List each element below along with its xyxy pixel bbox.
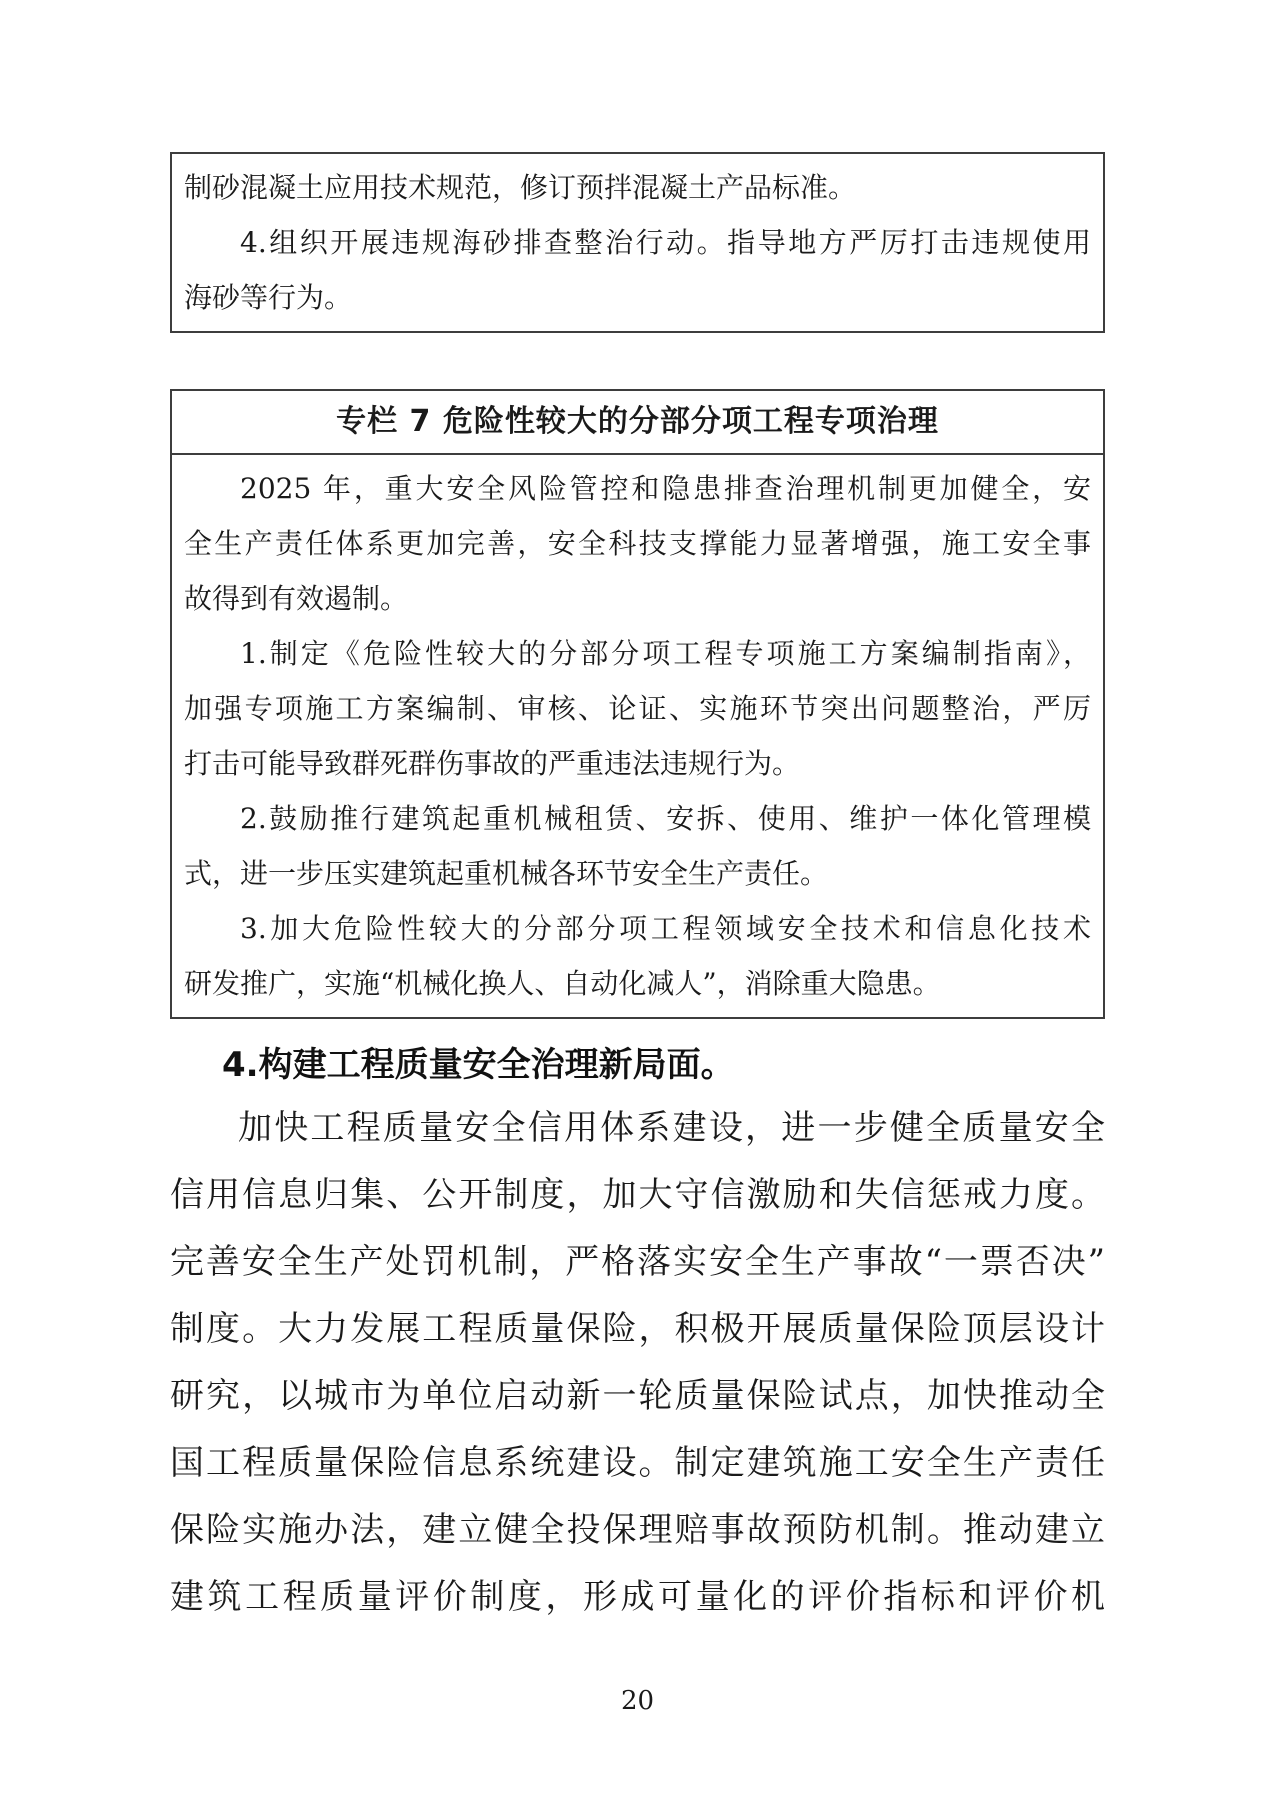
text-line: 国工程质量保险信息系统建设。制定建筑施工安全生产责任 <box>170 1443 1105 1483</box>
continued-text-box <box>170 152 1105 333</box>
text-line: 制砂混凝土应用技术规范，修订预拌混凝土产品标准。 <box>184 171 857 204</box>
text-line: 1.制定《危险性较大的分部分项工程专项施工方案编制指南》， <box>240 637 1091 670</box>
page-number: 20 <box>620 1686 655 1716</box>
text-line: 建筑工程质量评价制度，形成可量化的评价指标和评价机 <box>170 1577 1105 1617</box>
text-line: 保险实施办法，建立健全投保理赔事故预防机制。推动建立 <box>170 1510 1105 1550</box>
text-line: 4.组织开展违规海砂排查整治行动。指导地方严厉打击违规使用 <box>240 226 1091 259</box>
continued-text-box-body <box>172 154 1103 331</box>
special-column-7-box <box>170 389 1105 1019</box>
special-column-7-body <box>172 455 1103 1017</box>
body-paragraph <box>170 1095 1105 1631</box>
text-line: 打击可能导致群死群伤事故的严重违法违规行为。 <box>184 747 801 780</box>
text-line: 加强专项施工方案编制、审核、论证、实施环节突出问题整治，严厉 <box>184 692 1091 725</box>
text-line: 研发推广，实施“机械化换人、自动化减人”，消除重大隐患。 <box>184 967 941 1000</box>
text-line: 信用信息归集、公开制度，加大守信激励和失信惩戒力度。 <box>170 1175 1105 1215</box>
text-line: 2.鼓励推行建筑起重机械租赁、安拆、使用、维护一体化管理模 <box>240 802 1091 835</box>
text-line: 加快工程质量安全信用体系建设，进一步健全质量安全 <box>238 1108 1105 1148</box>
text-line: 制度。大力发展工程质量保险，积极开展质量保险顶层设计 <box>170 1309 1105 1349</box>
special-column-7-title: 专栏 7 危险性较大的分部分项工程专项治理 <box>172 391 1103 455</box>
text-line: 2025 年，重大安全风险管控和隐患排查治理机制更加健全，安 <box>240 472 1091 505</box>
text-line: 3.加大危险性较大的分部分项工程领域安全技术和信息化技术 <box>240 912 1091 945</box>
text-line: 完善安全生产处罚机制，严格落实安全生产事故“一票否决” <box>170 1242 1105 1282</box>
text-line: 全生产责任体系更加完善，安全科技支撑能力显著增强，施工安全事 <box>184 527 1091 560</box>
text-line: 式，进一步压实建筑起重机械各环节安全生产责任。 <box>184 857 829 890</box>
section-4-heading: 4.构建工程质量安全治理新局面。 <box>222 1045 735 1085</box>
text-line: 研究，以城市为单位启动新一轮质量保险试点，加快推动全 <box>170 1376 1105 1416</box>
text-line: 海砂等行为。 <box>184 281 353 314</box>
page-content <box>170 0 1105 1719</box>
text-line: 故得到有效遏制。 <box>184 582 409 615</box>
